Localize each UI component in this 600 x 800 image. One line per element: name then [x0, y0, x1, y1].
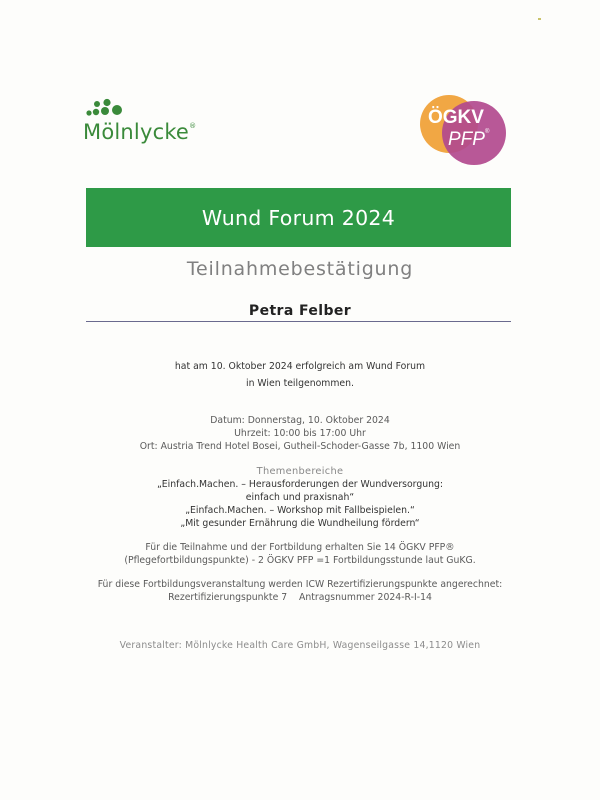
title-banner [86, 188, 511, 247]
ogkv-pfp-logo [420, 93, 510, 167]
molnlycke-logo-text: Mölnlycke® [83, 120, 197, 144]
event-title: Wund Forum 2024 [201, 205, 396, 230]
name-divider [86, 321, 511, 322]
molnlycke-logo [83, 98, 223, 158]
participant-name: Petra Felber [248, 303, 352, 319]
event-date: Datum: Donnerstag, 10. Oktober 2024 [210, 415, 390, 426]
topic-item: einfach und praxisnah“ [245, 492, 355, 503]
event-time: Uhrzeit: 10:00 bis 17:00 Uhr [234, 428, 366, 439]
molnlycke-dots-icon [85, 98, 135, 120]
intro-line-2: in Wien teilgenommen. [246, 378, 354, 389]
topic-item: „Einfach.Machen. – Herausforderungen der Wundversorgung: [156, 479, 444, 490]
pfp-logo-text: PFP® [448, 129, 490, 150]
scan-speck [538, 18, 541, 20]
icw-line-2: Rezertifizierungspunkte 7 Antragsnummer 2024-R-I-14 [168, 592, 432, 603]
organizer-footer: Veranstalter: Mölnlycke Health Care GmbH, Wagenseilgasse 14,1120 Wien [119, 640, 481, 651]
icw-line-1: Für diese Fortbildungsveranstaltung werden ICW Rezertifizierungspunkte angerechnet: [97, 579, 503, 590]
topics-heading: Themenbereiche [256, 466, 344, 477]
ogkv-logo-text: ÖGKV [428, 107, 484, 128]
points-line-1: Für die Teilnahme und der Fortbildung erhalten Sie 14 ÖGKV PFP® [145, 542, 455, 553]
topic-item: „Einfach.Machen. – Workshop mit Fallbeispielen.“ [185, 505, 415, 516]
topic-item: „Mit gesunder Ernährung die Wundheilung fördern“ [180, 518, 420, 529]
points-line-2: (Pflegefortbildungspunkte) - 2 ÖGKV PFP =1 Fortbildungsstunde laut GuKG. [124, 555, 476, 566]
event-location: Ort: Austria Trend Hotel Bosei, Gutheil-Schoder-Gasse 7b, 1100 Wien [139, 441, 461, 452]
intro-line-1: hat am 10. Oktober 2024 erfolgreich am Wund Forum [174, 361, 426, 372]
certificate-subtitle: Teilnahmebestätigung [186, 258, 414, 280]
